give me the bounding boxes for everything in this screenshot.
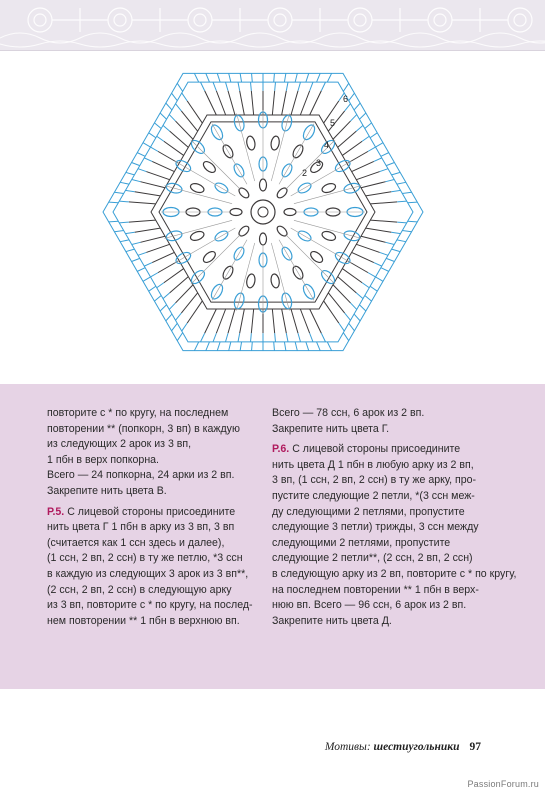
- popcorn-mark: [321, 230, 337, 242]
- stitch-mark: [361, 182, 386, 188]
- stitch-mark: [349, 323, 355, 330]
- stitch-mark: [272, 91, 274, 115]
- stitch-mark: [126, 249, 135, 251]
- stitch-mark: [310, 333, 313, 342]
- stitch-mark: [374, 158, 382, 162]
- stitch-mark: [343, 333, 348, 341]
- stitch-mark: [306, 73, 309, 82]
- instruction-line: (считается как 1 ссн здесь и далее),: [47, 536, 225, 549]
- stitch-mark: [284, 73, 285, 82]
- stitch-mark: [402, 192, 411, 193]
- stitch-mark: [240, 342, 241, 351]
- stitch-mark: [251, 91, 253, 115]
- instruction-line: из следующих 2 арок из 3 вп,: [47, 438, 192, 451]
- stitch-mark: [170, 277, 189, 293]
- stitch-mark: [295, 342, 297, 351]
- decorative-lace-band: [0, 0, 545, 51]
- watermark: PassionForum.ru: [467, 779, 539, 789]
- instruction-line: ду следующими 2 петлями, пропустите: [272, 505, 465, 518]
- footer-section-subtitle: шестиугольники: [373, 741, 460, 753]
- stitch-mark: [392, 249, 401, 251]
- center-ring: [251, 200, 275, 224]
- chain-spoke: [191, 235, 240, 284]
- stitch-mark: [310, 82, 313, 91]
- chain-spoke: [191, 140, 240, 189]
- stitch-mark: [177, 83, 182, 91]
- instruction-line: нить цвета Г 1 пбн в арку из 3 вп, 3 вп: [47, 521, 235, 534]
- stitch-mark: [138, 252, 146, 255]
- instruction-line: в следующую арку из 2 вп, повторите с * по кругу,: [272, 567, 517, 580]
- stitch-mark: [176, 104, 182, 111]
- stitch-mark: [154, 296, 161, 302]
- stitch-mark: [164, 269, 184, 283]
- instruction-line: на последнем повторении ** 1 пбн в верх-: [272, 583, 479, 596]
- stitch-mark: [354, 103, 360, 110]
- stitch-mark: [144, 158, 152, 162]
- stitch-mark: [274, 73, 275, 82]
- stitch-mark: [408, 221, 418, 222]
- stitch-mark: [216, 91, 225, 115]
- stitch-mark: [137, 268, 145, 272]
- popcorn-mark: [246, 135, 256, 150]
- instruction-line: 1 пбн в верх попкорна.: [47, 453, 160, 466]
- instruction-line: из 3 вп, повторите с * по кругу, на послед-: [47, 599, 253, 612]
- stitch-mark: [370, 133, 377, 138]
- stitch-mark: [338, 277, 357, 293]
- stitch-mark: [176, 313, 182, 320]
- popcorn-mark: [189, 182, 205, 194]
- stitch-mark: [154, 123, 161, 129]
- popcorn-mark: [309, 249, 325, 264]
- stitch-mark: [386, 163, 394, 166]
- instruction-line: Всего — 24 попкорна, 24 арки из 2 вп.: [47, 469, 235, 482]
- instruction-line: пустите следующие 2 петли, *(3 ссн меж-: [272, 489, 475, 502]
- center-ring-inner: [258, 207, 268, 217]
- stitch-mark: [119, 222, 129, 223]
- stitch-mark: [342, 269, 362, 283]
- stitch-mark: [327, 73, 331, 82]
- stitch-mark: [182, 323, 187, 331]
- stitch-mark: [194, 73, 198, 82]
- round-6-line: С лицевой стороны присоедините: [289, 443, 461, 456]
- stitch-mark: [381, 153, 389, 157]
- stitch-mark: [351, 303, 357, 309]
- stitch-mark: [229, 73, 231, 82]
- stitch-mark: [141, 236, 166, 242]
- stitch-mark: [146, 244, 169, 252]
- stitch-mark: [300, 309, 309, 333]
- popcorn-mark: [230, 209, 242, 216]
- page-number: 97: [469, 741, 481, 753]
- stitch-mark: [345, 313, 351, 320]
- stitch-mark: [170, 131, 189, 147]
- round-6-label: Р.6.: [272, 443, 290, 456]
- stitch-mark: [251, 333, 252, 342]
- stitch-mark: [169, 115, 175, 121]
- stitch-mark: [298, 333, 301, 342]
- stitch-mark: [321, 333, 325, 342]
- stitch-mark: [300, 91, 309, 115]
- stitch-mark: [376, 277, 384, 281]
- stitch-mark: [157, 283, 164, 288]
- footer-section-title: Мотивы:: [324, 741, 374, 753]
- stitch-mark: [321, 82, 325, 91]
- stitch-mark: [333, 285, 351, 303]
- stitch-mark: [362, 283, 369, 288]
- popcorn-mark: [201, 159, 217, 174]
- stitch-mark: [376, 143, 384, 147]
- stitch-mark: [228, 309, 235, 333]
- stitch-mark: [370, 220, 397, 222]
- stitch-mark: [391, 232, 400, 233]
- stitch-mark: [275, 333, 276, 342]
- stitch-mark: [317, 342, 321, 351]
- stitch-mark: [114, 231, 123, 232]
- stitch-mark: [120, 240, 129, 242]
- stitch-mark: [176, 285, 194, 303]
- stitch-mark: [226, 82, 229, 91]
- instruction-line: повторении ** (попкорн, 3 вп) в каждую: [47, 422, 240, 435]
- round-number-label: 6: [343, 94, 349, 104]
- stitch-mark: [163, 293, 170, 299]
- stitch-mark: [151, 273, 159, 277]
- stitch-mark: [327, 342, 331, 351]
- right-intro-text: [272, 406, 494, 437]
- stitch-mark: [151, 147, 159, 151]
- stitch-mark: [157, 136, 164, 141]
- left-intro-text: [47, 406, 269, 500]
- instruction-line: нить цвета Д 1 пбн в любую арку из 2 вп,: [272, 458, 474, 471]
- stitch-mark: [352, 252, 374, 262]
- stitch-mark: [182, 93, 187, 101]
- stitch-mark: [132, 163, 140, 166]
- stitch-mark: [359, 113, 365, 119]
- stitch-mark: [343, 83, 348, 91]
- stitch-mark: [356, 293, 363, 299]
- stitch-mark: [342, 141, 362, 155]
- round-number-label: 3: [316, 158, 322, 168]
- stitch-mark: [361, 236, 386, 242]
- stitch-mark: [356, 244, 379, 252]
- stitch-mark: [132, 242, 141, 244]
- stitch-mark: [187, 301, 202, 323]
- instruction-line: повторите с * по кругу, на последнем: [47, 407, 229, 419]
- stitch-mark: [181, 293, 197, 313]
- instruction-line: Всего — 78 ссн, 6 арок из 2 вп.: [272, 407, 425, 419]
- round-number-label: 2: [302, 168, 308, 178]
- stitch-mark: [392, 172, 401, 174]
- stitch-mark: [129, 202, 156, 204]
- stitch-mark: [166, 314, 172, 321]
- stitch-mark: [328, 293, 344, 313]
- stitch-mark: [349, 93, 355, 100]
- stitch-mark: [286, 82, 288, 91]
- stitch-mark: [402, 231, 411, 232]
- stitch-mark: [141, 182, 166, 188]
- stitch-mark: [397, 240, 406, 242]
- stitch-mark: [240, 73, 241, 82]
- instruction-line: (1 ссн, 2 вп, 2 ссн) в ту же петлю, *3 ссн: [47, 552, 243, 565]
- stitch-mark: [366, 228, 392, 232]
- stitch-mark: [291, 91, 298, 115]
- stitch-mark: [298, 82, 301, 91]
- stitch-mark: [310, 91, 322, 115]
- popcorn-mark: [246, 273, 256, 288]
- stitch-mark: [205, 91, 217, 115]
- instruction-line: (2 ссн, 2 вп, 2 ссн) в следующую арку: [47, 583, 232, 596]
- stitch-mark: [119, 201, 129, 202]
- stitch-mark: [354, 314, 360, 321]
- stitch-mark: [172, 93, 178, 100]
- stitch-mark: [126, 190, 135, 191]
- stitch-mark: [397, 201, 407, 202]
- popcorn-mark: [201, 249, 217, 264]
- stitch-mark: [146, 172, 169, 180]
- popcorn-mark: [270, 273, 280, 288]
- stitch-mark: [386, 180, 395, 182]
- instruction-line: следующие 3 петли) трижды, 3 ссн между: [272, 521, 479, 534]
- stitch-mark: [163, 125, 170, 131]
- stitch-mark: [164, 141, 184, 155]
- stitch-mark: [217, 342, 220, 351]
- stitch-mark: [291, 309, 298, 333]
- left-column: [47, 406, 269, 629]
- popcorn-mark: [284, 209, 296, 216]
- stitch-mark: [339, 323, 344, 331]
- stitch-mark: [386, 242, 395, 244]
- instructions-panel: [0, 384, 545, 689]
- stitch-mark: [181, 111, 197, 131]
- stitch-mark: [205, 309, 217, 333]
- stitch-mark: [370, 286, 377, 291]
- stitch-mark: [149, 133, 156, 138]
- stitch-mark: [126, 232, 135, 233]
- stitch-mark: [282, 91, 287, 115]
- stitch-mark: [213, 333, 216, 342]
- stitch-mark: [351, 115, 357, 121]
- stitch-mark: [109, 221, 119, 222]
- lace-pattern: [0, 0, 545, 50]
- stitch-mark: [272, 309, 274, 333]
- stitch-mark: [366, 192, 392, 196]
- stitch-mark: [201, 82, 205, 91]
- instruction-line: Закрепите нить цвета Д.: [272, 614, 392, 627]
- right-column: [272, 406, 517, 629]
- stitch-mark: [310, 309, 322, 333]
- stitch-mark: [374, 263, 382, 267]
- stitch-mark: [216, 309, 225, 333]
- stitch-mark: [217, 73, 220, 82]
- hexagon-diagram: [98, 70, 428, 355]
- stitch-mark: [381, 268, 389, 272]
- stitch-mark: [206, 342, 210, 351]
- popcorn-mark: [321, 182, 337, 194]
- stitch-mark: [238, 333, 240, 342]
- stitch-mark: [143, 277, 151, 281]
- stitch-mark: [152, 252, 174, 262]
- stitch-mark: [252, 342, 253, 351]
- stitch-mark: [408, 202, 418, 203]
- stitch-mark: [176, 121, 194, 139]
- stitch-mark: [317, 73, 321, 82]
- round-number-label: 5: [330, 118, 336, 128]
- round-5-instructions: [47, 505, 269, 630]
- stitch-mark: [286, 333, 288, 342]
- stitch-mark: [228, 91, 235, 115]
- stitch-mark: [352, 161, 374, 171]
- round-5-label: Р.5.: [47, 505, 65, 518]
- stitch-mark: [172, 323, 178, 330]
- stitch-mark: [238, 82, 240, 91]
- stitch-mark: [152, 161, 174, 171]
- stitch-mark: [177, 333, 182, 341]
- round-5-line: С лицевой стороны присоедините: [64, 505, 236, 518]
- stitch-mark: [306, 342, 309, 351]
- stitch-mark: [251, 309, 253, 333]
- stitch-mark: [368, 273, 376, 277]
- stitch-mark: [274, 342, 275, 351]
- instruction-line: следующими 2 петлями, пропустите: [272, 536, 451, 549]
- round-number-label: 4: [324, 140, 330, 150]
- instruction-line: нем повторении ** 1 пбн в верхнюю вп.: [47, 614, 240, 627]
- stitch-mark: [362, 136, 369, 141]
- instruction-line: 3 вп, (1 ссн, 2 вп, 2 ссн) в ту же арку, про-: [272, 474, 477, 487]
- stitch-mark: [135, 192, 161, 196]
- stitch-mark: [138, 169, 146, 172]
- stitch-mark: [160, 305, 166, 311]
- stitch-mark: [240, 91, 245, 115]
- stitch-mark: [166, 103, 172, 110]
- stitch-mark: [251, 82, 252, 91]
- stitch-mark: [380, 252, 388, 255]
- round-6-instructions: [272, 442, 517, 629]
- stitch-mark: [368, 147, 376, 151]
- chain-spoke: [286, 235, 335, 284]
- stitch-mark: [144, 263, 152, 267]
- stitch-mark: [324, 301, 339, 323]
- stitch-mark: [169, 303, 175, 309]
- crochet-hexagon-chart: [98, 70, 428, 360]
- instruction-line: следующие 2 петли**, (2 ссн, 2 вп, 2 ссн): [272, 552, 473, 565]
- stitch-mark: [295, 73, 297, 82]
- stitch-mark: [275, 82, 276, 91]
- stitch-mark: [226, 333, 229, 342]
- popcorn-mark: [260, 179, 267, 191]
- stitch-mark: [135, 228, 161, 232]
- page-footer: [325, 741, 481, 753]
- stitch-mark: [345, 104, 351, 111]
- stitch-mark: [229, 342, 231, 351]
- stitch-mark: [194, 342, 198, 351]
- stitch-mark: [365, 123, 372, 129]
- stitch-mark: [132, 258, 140, 261]
- stitch-mark: [187, 101, 202, 123]
- stitch-mark: [380, 169, 388, 172]
- instruction-line: нюю вп. Всего — 96 ссн, 6 арок из 2 вп.: [272, 599, 467, 612]
- stitch-mark: [356, 172, 379, 180]
- stitch-mark: [240, 309, 245, 333]
- stitch-mark: [149, 286, 156, 291]
- stitch-mark: [160, 113, 166, 119]
- stitch-mark: [338, 131, 357, 147]
- stitch-mark: [137, 153, 145, 157]
- stitch-mark: [252, 73, 253, 82]
- stitch-mark: [109, 202, 119, 203]
- stitch-mark: [120, 182, 129, 184]
- stitch-mark: [284, 342, 285, 351]
- stitch-mark: [114, 192, 123, 193]
- stitch-mark: [359, 305, 365, 311]
- stitch-mark: [370, 202, 397, 204]
- stitch-mark: [129, 220, 156, 222]
- stitch-mark: [201, 333, 205, 342]
- stitch-mark: [282, 309, 287, 333]
- stitch-mark: [213, 82, 216, 91]
- stitch-mark: [143, 143, 151, 147]
- stitch-mark: [386, 258, 394, 261]
- popcorn-mark: [189, 230, 205, 242]
- popcorn-mark: [260, 233, 267, 245]
- stitch-mark: [333, 121, 351, 139]
- instruction-line: Закрепите нить цвета Г.: [272, 422, 390, 435]
- stitch-mark: [397, 222, 407, 223]
- stitch-mark: [356, 125, 363, 131]
- stitch-mark: [391, 190, 400, 191]
- stitch-mark: [126, 172, 135, 174]
- instruction-line: в каждую из следующих 3 арок из 3 вп**,: [47, 567, 249, 580]
- stitch-mark: [206, 73, 210, 82]
- stitch-mark: [397, 182, 406, 184]
- stitch-mark: [132, 180, 141, 182]
- popcorn-mark: [270, 135, 280, 150]
- stitch-mark: [365, 296, 372, 302]
- instruction-line: Закрепите нить цвета В.: [47, 484, 167, 497]
